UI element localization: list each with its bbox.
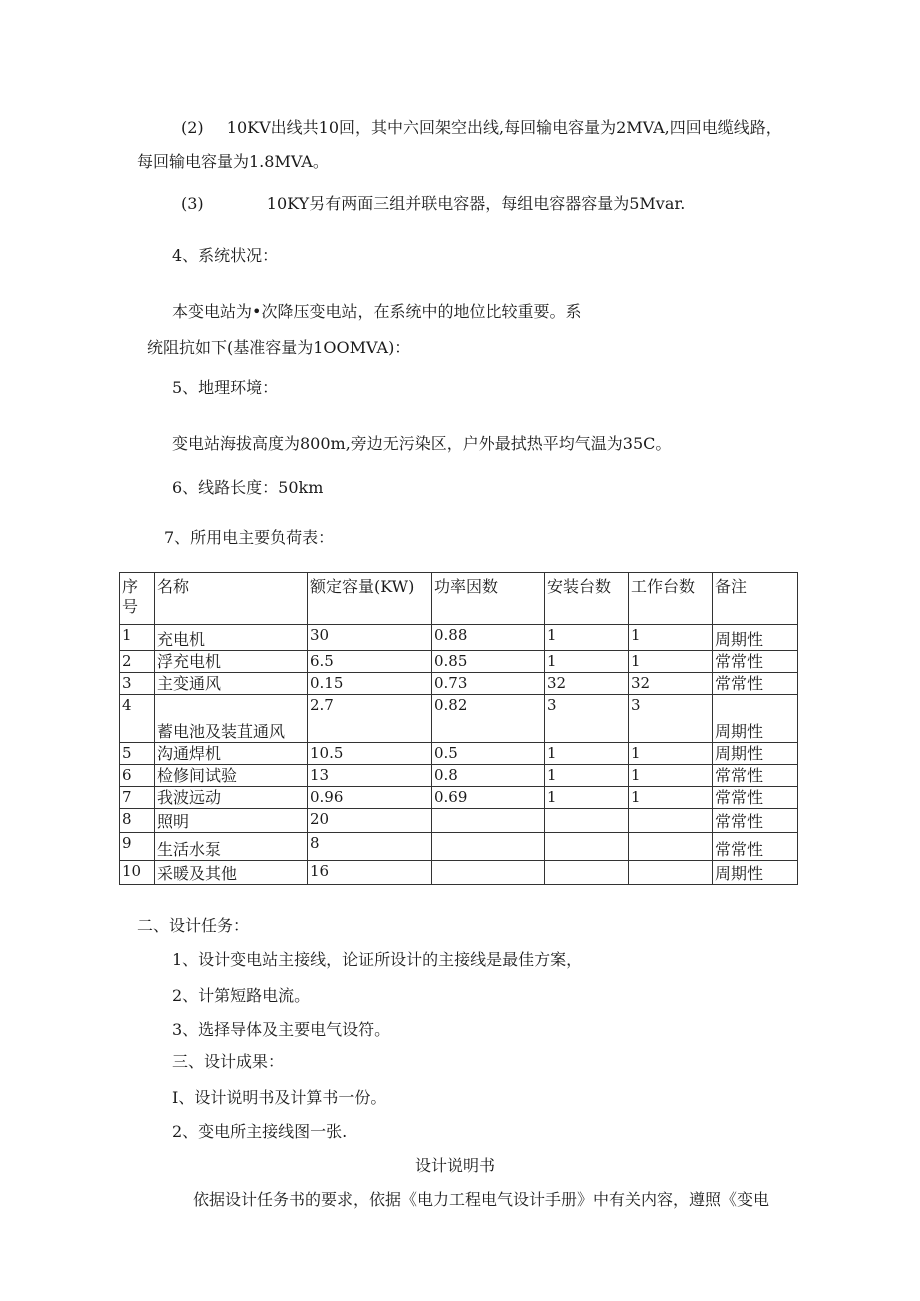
cell-name: 检修间试验: [155, 765, 308, 787]
cell-power-factor: [432, 861, 545, 885]
cell-installed-count: 3: [545, 695, 629, 743]
paragraph-item-2: [181, 118, 782, 138]
result-2: 2、变电所主接线图一张.: [172, 1122, 348, 1141]
cell-seq: 7: [120, 787, 155, 809]
table-row: [120, 765, 798, 787]
item-number: (2): [181, 118, 204, 137]
table-row: [120, 625, 798, 651]
cell-power-factor: 0.5: [432, 743, 545, 765]
cell-power-factor: 0.69: [432, 787, 545, 809]
cell-installed-count: [545, 833, 629, 861]
table-row: [120, 651, 798, 673]
cell-rated-capacity: 16: [308, 861, 432, 885]
cell-remark: 常常性: [713, 765, 798, 787]
cell-remark: 常常性: [713, 651, 798, 673]
cell-rated-capacity: 0.15: [308, 673, 432, 695]
cell-working-count: [629, 833, 713, 861]
cell-installed-count: 1: [545, 651, 629, 673]
header-name: 名称: [155, 573, 308, 625]
cell-installed-count: 1: [545, 765, 629, 787]
cell-name: 充电机: [155, 625, 308, 651]
cell-working-count: 1: [629, 625, 713, 651]
paragraph-item-3: [181, 194, 685, 214]
results-title: 三、设计成果：: [172, 1052, 285, 1071]
cell-rated-capacity: 20: [308, 809, 432, 833]
item-text: 10KY另有两面三组并联电容器，每组电容器容量为5Mvar.: [266, 194, 686, 213]
cell-installed-count: [545, 809, 629, 833]
manual-title: 设计说明书: [415, 1156, 496, 1175]
cell-seq: 8: [120, 809, 155, 833]
cell-name: 我波远动: [155, 787, 308, 809]
section-4-title: 4、系统状况：: [172, 246, 279, 265]
cell-installed-count: 1: [545, 787, 629, 809]
cell-installed-count: 32: [545, 673, 629, 695]
cell-installed-count: 1: [545, 625, 629, 651]
table-row: [120, 809, 798, 833]
cell-name: 蓄电池及装苴通风: [155, 695, 308, 743]
cell-remark: 常常性: [713, 673, 798, 695]
cell-remark: 常常性: [713, 833, 798, 861]
cell-rated-capacity: 2.7: [308, 695, 432, 743]
cell-remark: 周期性: [713, 625, 798, 651]
cell-seq: 10: [120, 861, 155, 885]
cell-seq: 5: [120, 743, 155, 765]
section-7: 7、所用电主要负荷表：: [164, 528, 335, 547]
cell-seq: 9: [120, 833, 155, 861]
tasks-title: 二、设计任务：: [137, 916, 250, 935]
section-4-body-line1: 本变电站为•次降压变电站，在系统中的地位比较重要。系: [172, 302, 582, 321]
section-6: 6、线路长度：50km: [172, 478, 324, 497]
cell-rated-capacity: 8: [308, 833, 432, 861]
result-1: I、设计说明书及计算书一份。: [172, 1088, 387, 1107]
cell-working-count: 1: [629, 651, 713, 673]
cell-rated-capacity: 10.5: [308, 743, 432, 765]
table-row: [120, 861, 798, 885]
table-row: [120, 695, 798, 743]
cell-power-factor: 0.73: [432, 673, 545, 695]
cell-name: 采暖及其他: [155, 861, 308, 885]
table-header-row: [120, 573, 798, 625]
cell-working-count: 1: [629, 765, 713, 787]
table-row: [120, 673, 798, 695]
header-rated-capacity: 额定容量(KW): [308, 573, 432, 625]
section-4-body-line2: 统阻抗如下(基准容量为1OOMVA)：: [147, 338, 411, 357]
cell-working-count: 1: [629, 743, 713, 765]
cell-rated-capacity: 30: [308, 625, 432, 651]
cell-working-count: [629, 809, 713, 833]
header-remark: 备注: [713, 573, 798, 625]
task-1: 1、设计变电站主接线，论证所设计的主接线是最佳方案，: [172, 950, 583, 969]
table-row: [120, 787, 798, 809]
cell-power-factor: 0.85: [432, 651, 545, 673]
header-power-factor: 功率因数: [432, 573, 545, 625]
cell-rated-capacity: 13: [308, 765, 432, 787]
cell-installed-count: [545, 861, 629, 885]
load-table: [119, 572, 798, 885]
cell-working-count: 3: [629, 695, 713, 743]
header-working-count: 工作台数: [629, 573, 713, 625]
cell-rated-capacity: 6.5: [308, 651, 432, 673]
cell-power-factor: 0.82: [432, 695, 545, 743]
cell-remark: 周期性: [713, 743, 798, 765]
cell-name: 生活水泵: [155, 833, 308, 861]
task-3: 3、选择导体及主要电气设符。: [172, 1020, 391, 1039]
cell-power-factor: [432, 809, 545, 833]
cell-seq: 4: [120, 695, 155, 743]
task-2: 2、计第短路电流。: [172, 986, 311, 1005]
table-row: [120, 833, 798, 861]
cell-name: 沟通焊机: [155, 743, 308, 765]
table-row: [120, 743, 798, 765]
cell-seq: 6: [120, 765, 155, 787]
cell-seq: 3: [120, 673, 155, 695]
cell-rated-capacity: 0.96: [308, 787, 432, 809]
section-5-body: 变电站海拔高度为800m,旁边无污染区，户外最拭热平均气温为35C。: [172, 434, 672, 453]
paragraph-continuation: 每回输电容量为1.8MVA。: [137, 152, 329, 171]
cell-remark: 周期性: [713, 695, 798, 743]
section-5-title: 5、地理环境：: [172, 378, 279, 397]
cell-power-factor: [432, 833, 545, 861]
cell-seq: 1: [120, 625, 155, 651]
header-installed-count: 安装台数: [545, 573, 629, 625]
cell-name: 照明: [155, 809, 308, 833]
cell-name: 浮充电机: [155, 651, 308, 673]
item-number: (3): [181, 194, 204, 213]
cell-power-factor: 0.8: [432, 765, 545, 787]
cell-installed-count: 1: [545, 743, 629, 765]
item-text: 10KV出线共10回，其中六回架空出线,每回输电容量为2MVA,四回电缆线路，: [226, 118, 782, 137]
header-seq: 序 号: [120, 573, 155, 625]
manual-body: 依据设计任务书的要求，依据《电力工程电气设计手册》中有关内容，遵照《变电: [193, 1190, 770, 1209]
cell-remark: 常常性: [713, 787, 798, 809]
cell-working-count: [629, 861, 713, 885]
cell-working-count: 1: [629, 787, 713, 809]
cell-name: 主变通风: [155, 673, 308, 695]
cell-seq: 2: [120, 651, 155, 673]
cell-power-factor: 0.88: [432, 625, 545, 651]
cell-remark: 常常性: [713, 809, 798, 833]
cell-remark: 周期性: [713, 861, 798, 885]
cell-working-count: 32: [629, 673, 713, 695]
